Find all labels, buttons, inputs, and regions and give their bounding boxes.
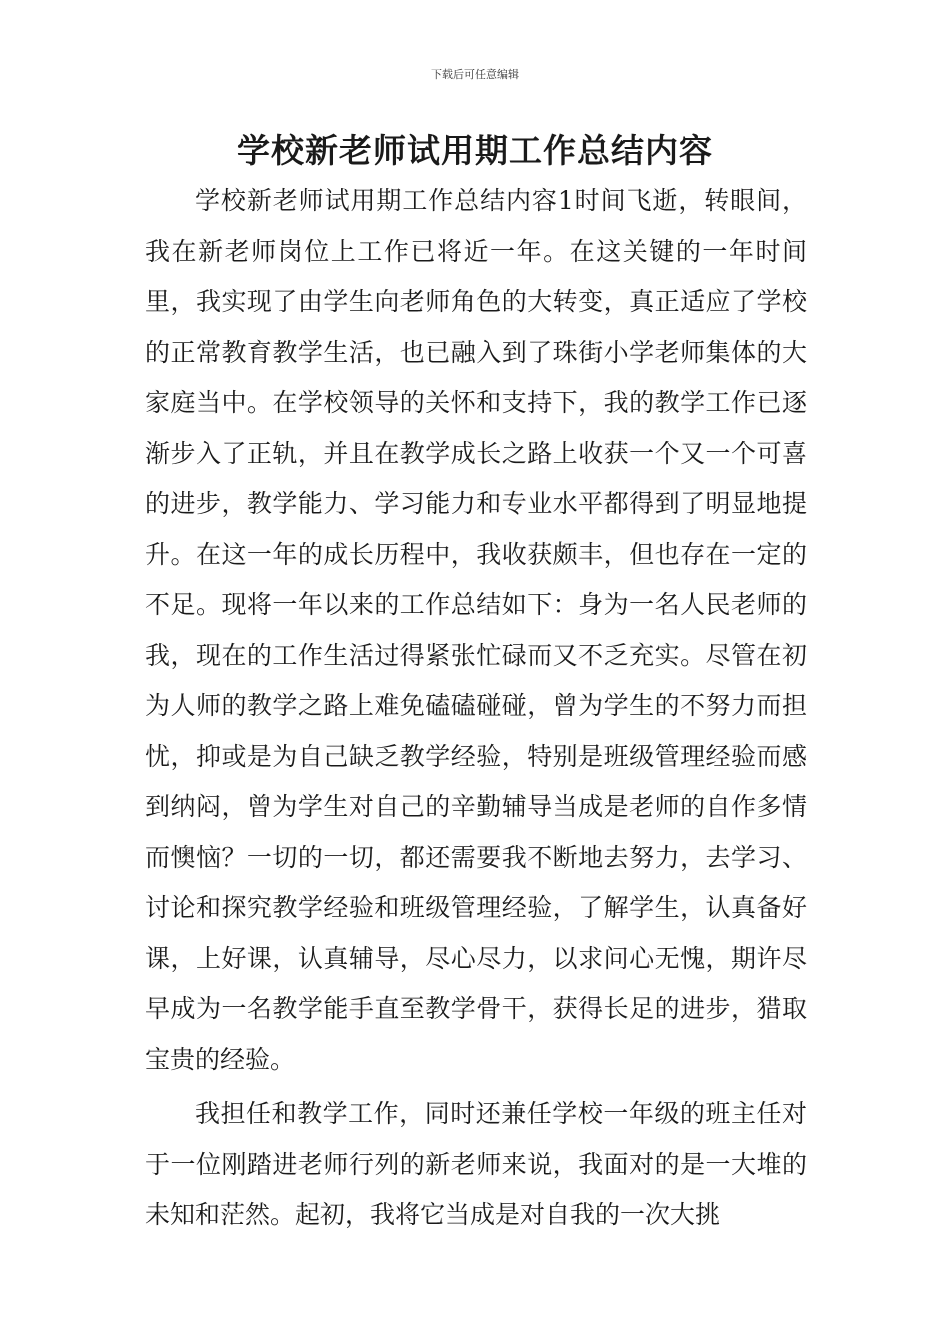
- paragraph-2: 我担任和教学工作，同时还兼任学校一年级的班主任对于一位刚踏进老师行列的新老师来说，我面对的是一大堆的未知和茫然。起初，我将它当成是对自我的一次大挑: [145, 1099, 807, 1229]
- header-note: 下载后可任意编辑: [431, 68, 519, 81]
- document-title: 学校新老师试用期工作总结内容: [237, 131, 713, 170]
- document-body: [145, 176, 807, 1245]
- paragraph-1: 学校新老师试用期工作总结内容1时间飞逝，转眼间，我在新老师岗位上工作已将近一年。在这关键的一年时间里，我实现了由学生向老师角色的大转变，真正适应了学校的正常教育教学生活，也已融入到了珠街小学老师集体的大家庭当中。在学校领导的关怀和支持下，我的教学工作已逐渐步入了正轨，并且在教学成长之路上收获一个又一个可喜的进步，教学能力、学习能力和专业水平都得到了明显地提升。在这一年的成长历程中，我收获颇丰，但也存在一定的不足。现将一年以来的工作总结如下：身为一名人民老师的我，现在的工作生活过得紧张忙碌而又不乏充实。尽管在初为人师的教学之路上难免磕磕碰碰，曾为学生的不努力而担忧，抑或是为自己缺乏教学经验，特别是班级管理经验而感到纳闷，曾为学生对自己的辛勤辅导当成是老师的自作多情而懊恼？一切的一切，都还需要我不断地去努力，去学习、讨论和探究教学经验和班级管理经验，了解学生，认真备好课，上好课，认真辅导，尽心尽力，以求问心无愧，期许尽早成为一名教学能手直至教学骨干，获得长足的进步，猎取宝贵的经验。: [145, 186, 807, 1074]
